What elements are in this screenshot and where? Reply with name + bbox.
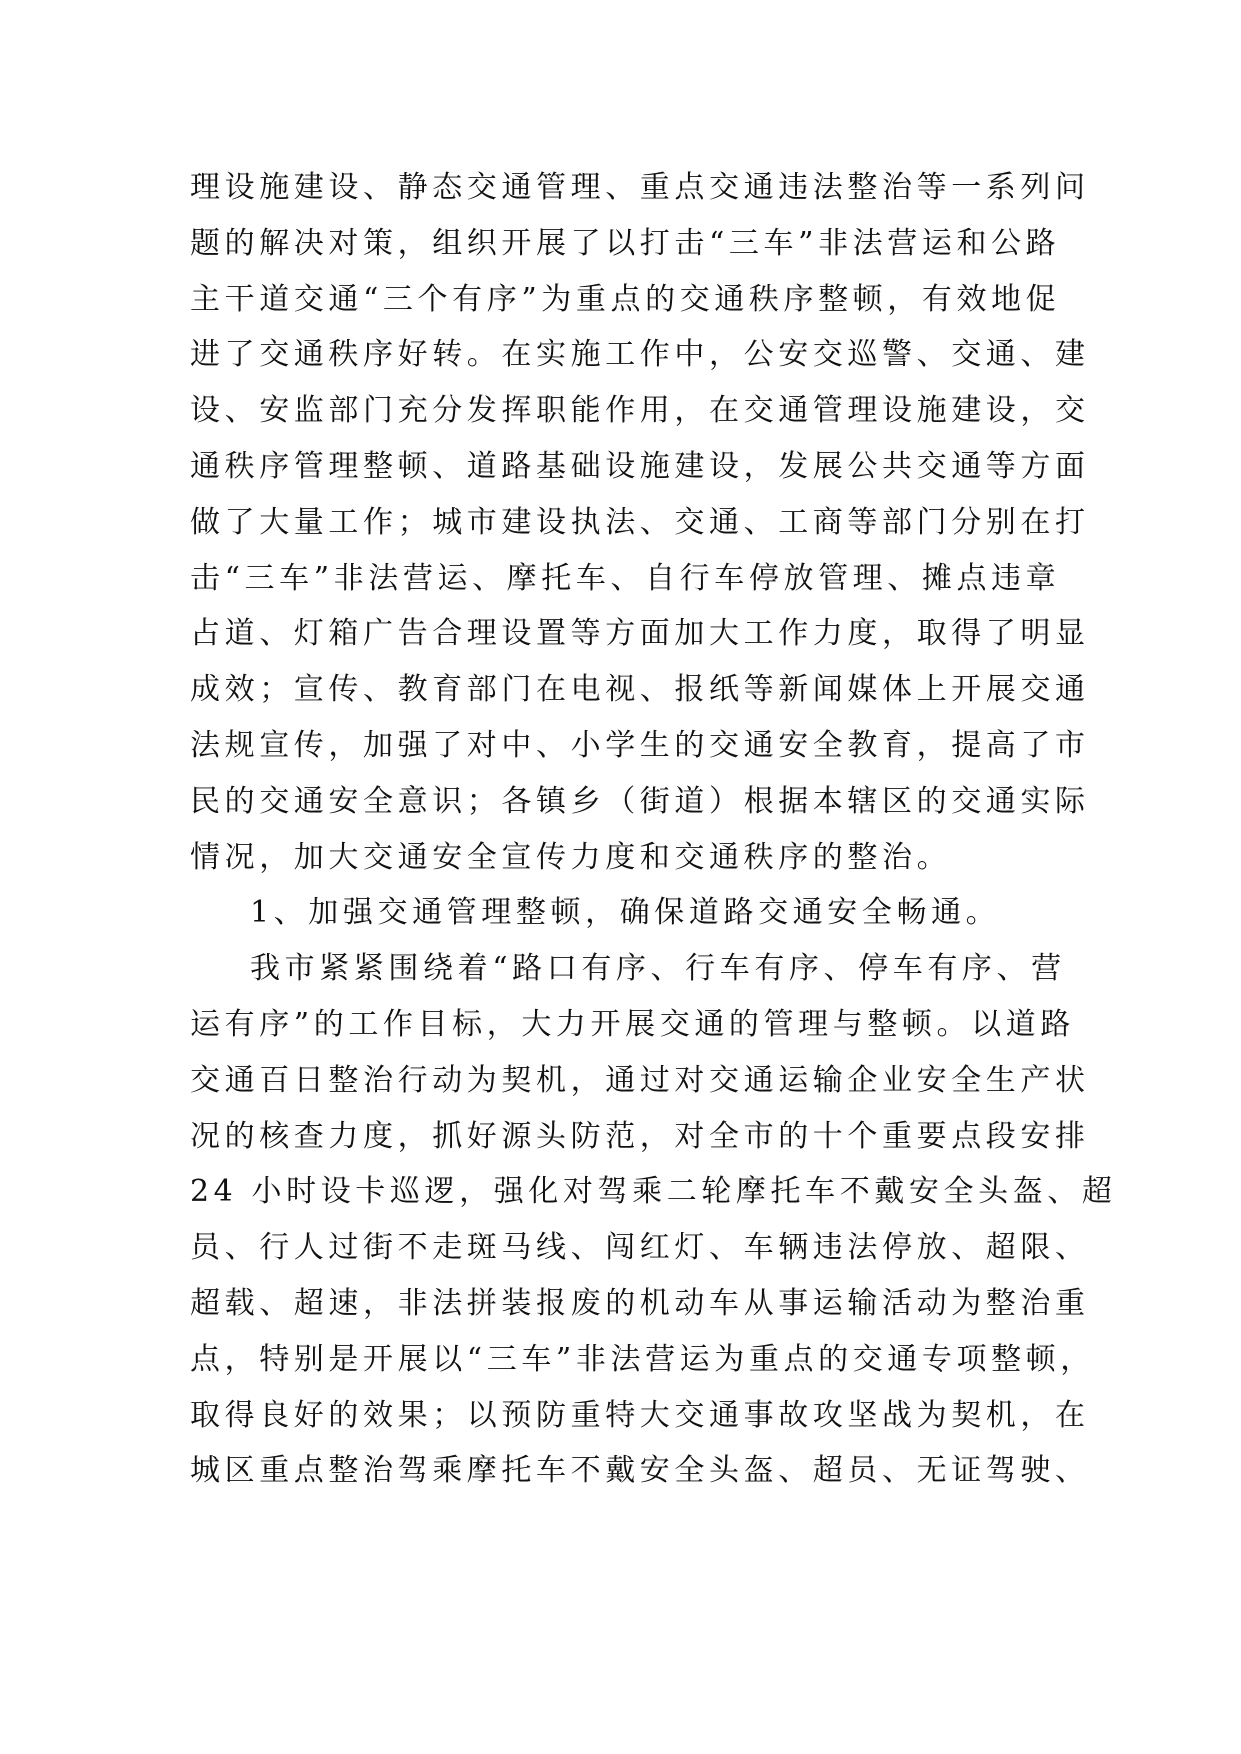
text-line: 取得良好的效果；以预防重特大交通事故攻坚战为契机，在 [190, 1397, 1090, 1433]
section-heading: 1、加强交通管理整顿，确保道路交通安全畅通。 [250, 895, 1001, 931]
text-line: 设、安监部门充分发挥职能作用，在交通管理设施建设，交 [190, 393, 1090, 429]
body-text [190, 160, 1117, 1499]
text-line: 占道、灯箱广告合理设置等方面加大工作力度，取得了明显 [190, 616, 1090, 652]
text-line: 法规宣传，加强了对中、小学生的交通安全教育，提高了市 [190, 727, 1090, 763]
text-line: 击“三车”非法营运、摩托车、自行车停放管理、摊点违章 [190, 560, 1061, 596]
text-line: 24 小时设卡巡逻，强化对驾乘二轮摩托车不戴安全头盔、超 [190, 1174, 1117, 1210]
text-line: 做了大量工作；城市建设执法、交通、工商等部门分别在打 [190, 504, 1090, 540]
text-line: 成效；宣传、教育部门在电视、报纸等新闻媒体上开展交通 [190, 672, 1090, 708]
text-line: 民的交通安全意识；各镇乡（街道）根据本辖区的交通实际 [190, 783, 1090, 819]
text-line: 进了交通秩序好转。在实施工作中，公安交巡警、交通、建 [190, 337, 1090, 373]
text-line: 况的核查力度，抓好源头防范，对全市的十个重要点段安排 [190, 1118, 1090, 1154]
text-line: 城区重点整治驾乘摩托车不戴安全头盔、超员、无证驾驶、 [190, 1453, 1090, 1489]
text-line: 主干道交通“三个有序”为重点的交通秩序整顿，有效地促 [190, 281, 1061, 317]
text-line: 题的解决对策，组织开展了以打击“三车”非法营运和公路 [190, 225, 1061, 261]
text-line: 理设施建设、静态交通管理、重点交通违法整治等一系列问 [190, 170, 1090, 205]
text-line: 点，特别是开展以“三车”非法营运为重点的交通专项整顿， [190, 1341, 1095, 1377]
text-line: 超载、超速，非法拼装报废的机动车从事运输活动为整治重 [190, 1285, 1090, 1321]
text-line: 交通百日整治行动为契机，通过对交通运输企业安全生产状 [190, 1062, 1090, 1098]
paragraph-start-line: 我市紧紧围绕着“路口有序、行车有序、停车有序、营 [250, 951, 1066, 987]
text-line: 情况，加大交通安全宣传力度和交通秩序的整治。 [190, 839, 952, 875]
text-line: 通秩序管理整顿、道路基础设施建设，发展公共交通等方面 [190, 448, 1090, 484]
text-line: 运有序”的工作目标，大力开展交通的管理与整顿。以道路 [190, 1006, 1075, 1042]
text-line: 员、行人过街不走斑马线、闯红灯、车辆违法停放、超限、 [190, 1230, 1090, 1266]
